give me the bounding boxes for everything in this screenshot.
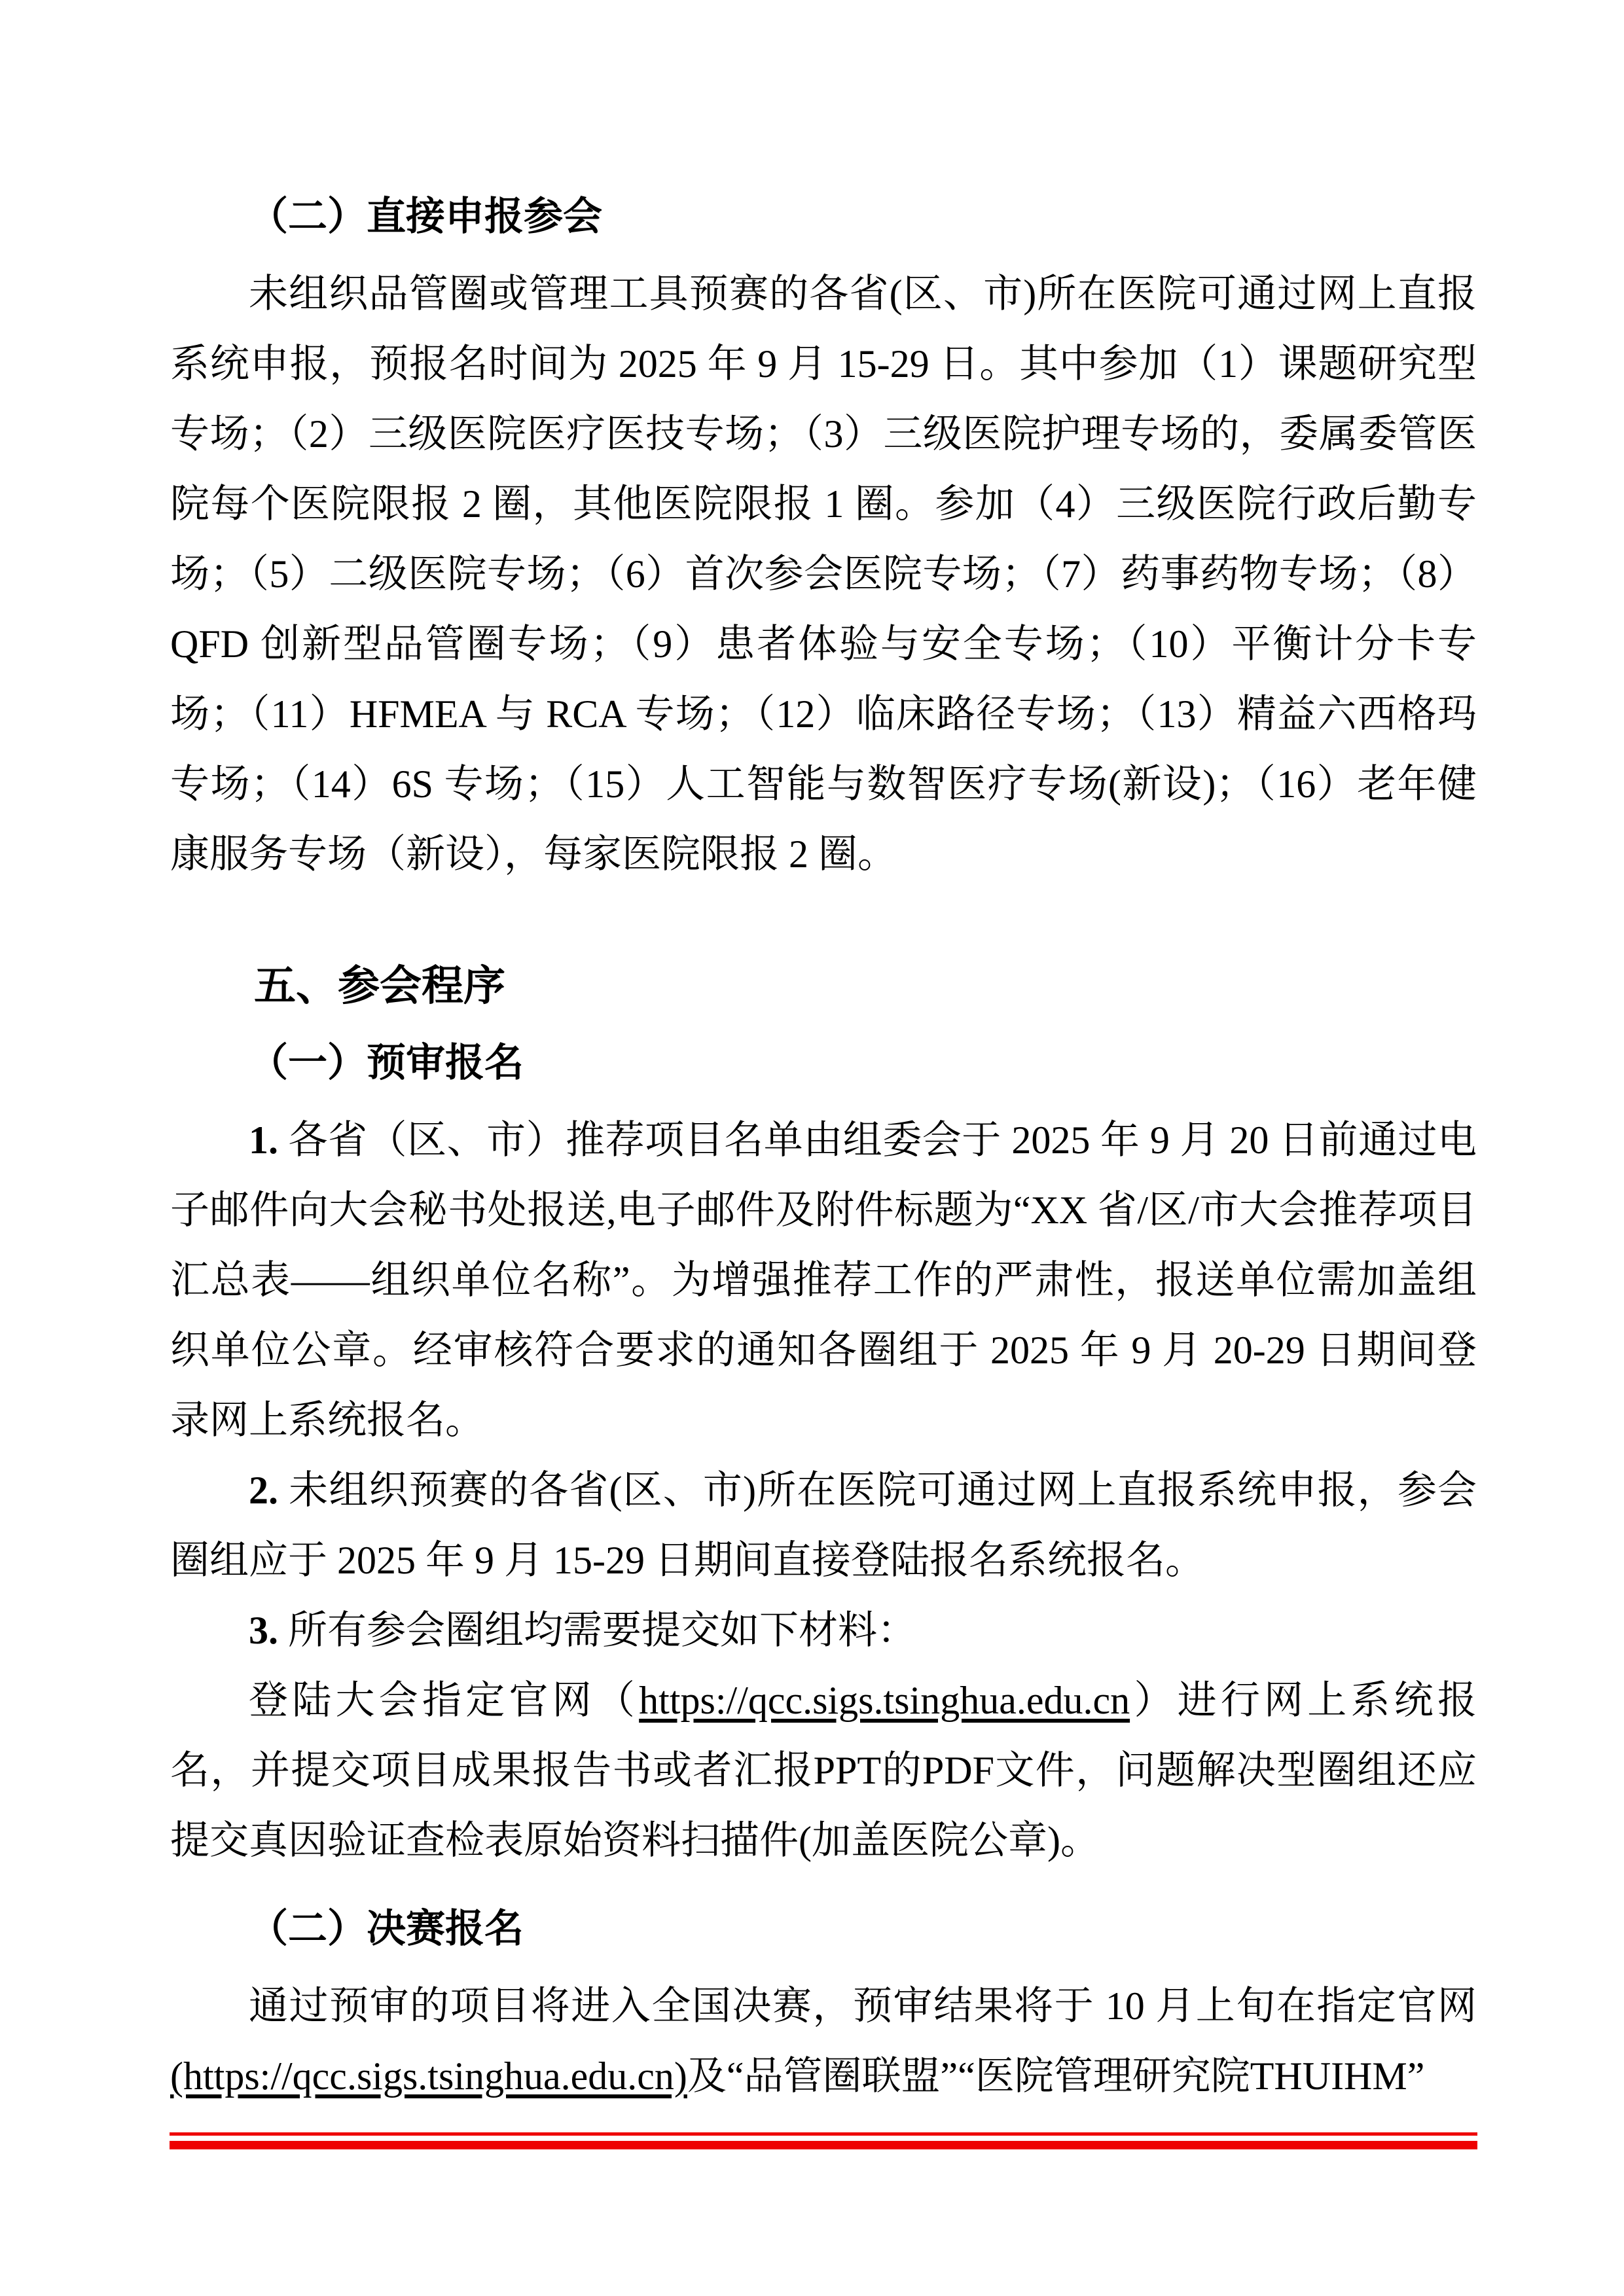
registration-website-link[interactable]: https://qcc.sigs.tsinghua.edu.cn (639, 1679, 1130, 1722)
section-heading-direct-application: （二）直接申报参会 (249, 195, 602, 238)
paragraph-item-2 (170, 1456, 1477, 1596)
official-website-link[interactable]: (https://qcc.sigs.tsinghua.edu.cn) (170, 2054, 687, 2098)
paragraph-final-registration (170, 1971, 1477, 2111)
document-content (170, 177, 1477, 2111)
footer-divider-thick (170, 2141, 1477, 2149)
final-text-post: 及“品管圈联盟”“医院管理研究院THUIHM” (687, 2054, 1425, 2098)
paragraph-item-1 (170, 1105, 1477, 1456)
materials-text-pre: 登陆大会指定官网（ (249, 1679, 640, 1722)
item-3-text: 所有参会圈组均需要提交如下材料： (278, 1609, 916, 1652)
subsection-heading-final-registration: （二）决赛报名 (249, 1907, 524, 1950)
materials-text-post: ）进行网上系统报名，并提交项目成果报告书或者汇报PPT的PDF文件，问题解决型圈组还应提交真因验证查检表原始资料扫描件(加盖医院公章)。 (170, 1679, 1477, 1862)
item-2-number: 2. (249, 1469, 278, 1512)
paragraph-direct-application: 未组织品管圈或管理工具预赛的各省(区、市)所在医院可通过网上直报系统申报，预报名时间为 2025 年 9 月 15-29 日。其中参加（1）课题研究型专场；（2）三级医院医疗医技专场；（3）三级医院护理专场的，委属委管医院每个医院限报 2 圈，其他医院限报 1 圈。参加（4）三级医院行政后勤专场；（5）二级医院专场；（6）首次参会医院专场；（7）药事药物专场；（8）QFD 创新型品管圈专场；（9）患者体验与安全专场；（10）平衡计分卡专场；（11）HFMEA 与 RCA 专场；（12）临床路径专场；（13）精益六西格玛专场；（14）6S 专场；（15）人工智能与数智医疗专场(新设)；（16）老年健康服务专场（新设），每家医院限报 2 圈。 (170, 272, 1477, 876)
item-3-number: 3. (249, 1609, 278, 1652)
subsection-heading-preliminary-registration: （一）预审报名 (249, 1041, 524, 1085)
item-1-text: 各省（区、市）推荐项目名单由组委会于 2025 年 9 月 20 日前通过电子邮件向大会秘书处报送,电子邮件及附件标题为“XX 省/区/市大会推荐项目汇总表——组织单位名称”。为增强推荐工作的严肃性，报送单位需加盖组织单位公章。经审核符合要求的通知各圈组于 2025 年 9 月 20-29 日期间登录网上系统报名。 (170, 1119, 1477, 1442)
paragraph-item-3 (170, 1596, 1477, 1666)
item-1-number: 1. (249, 1119, 278, 1162)
paragraph-materials (170, 1666, 1477, 1876)
final-text-pre: 通过预审的项目将进入全国决赛，预审结果将于 10 月上旬在指定官网 (249, 1984, 1477, 2028)
section-heading-participation-procedure: 五、参会程序 (254, 963, 505, 1009)
item-2-text: 未组织预赛的各省(区、市)所在医院可通过网上直报系统申报，参会圈组应于 2025 年 9 月 15-29 日期间直接登陆报名系统报名。 (170, 1469, 1477, 1582)
footer-divider-thin (170, 2132, 1477, 2136)
